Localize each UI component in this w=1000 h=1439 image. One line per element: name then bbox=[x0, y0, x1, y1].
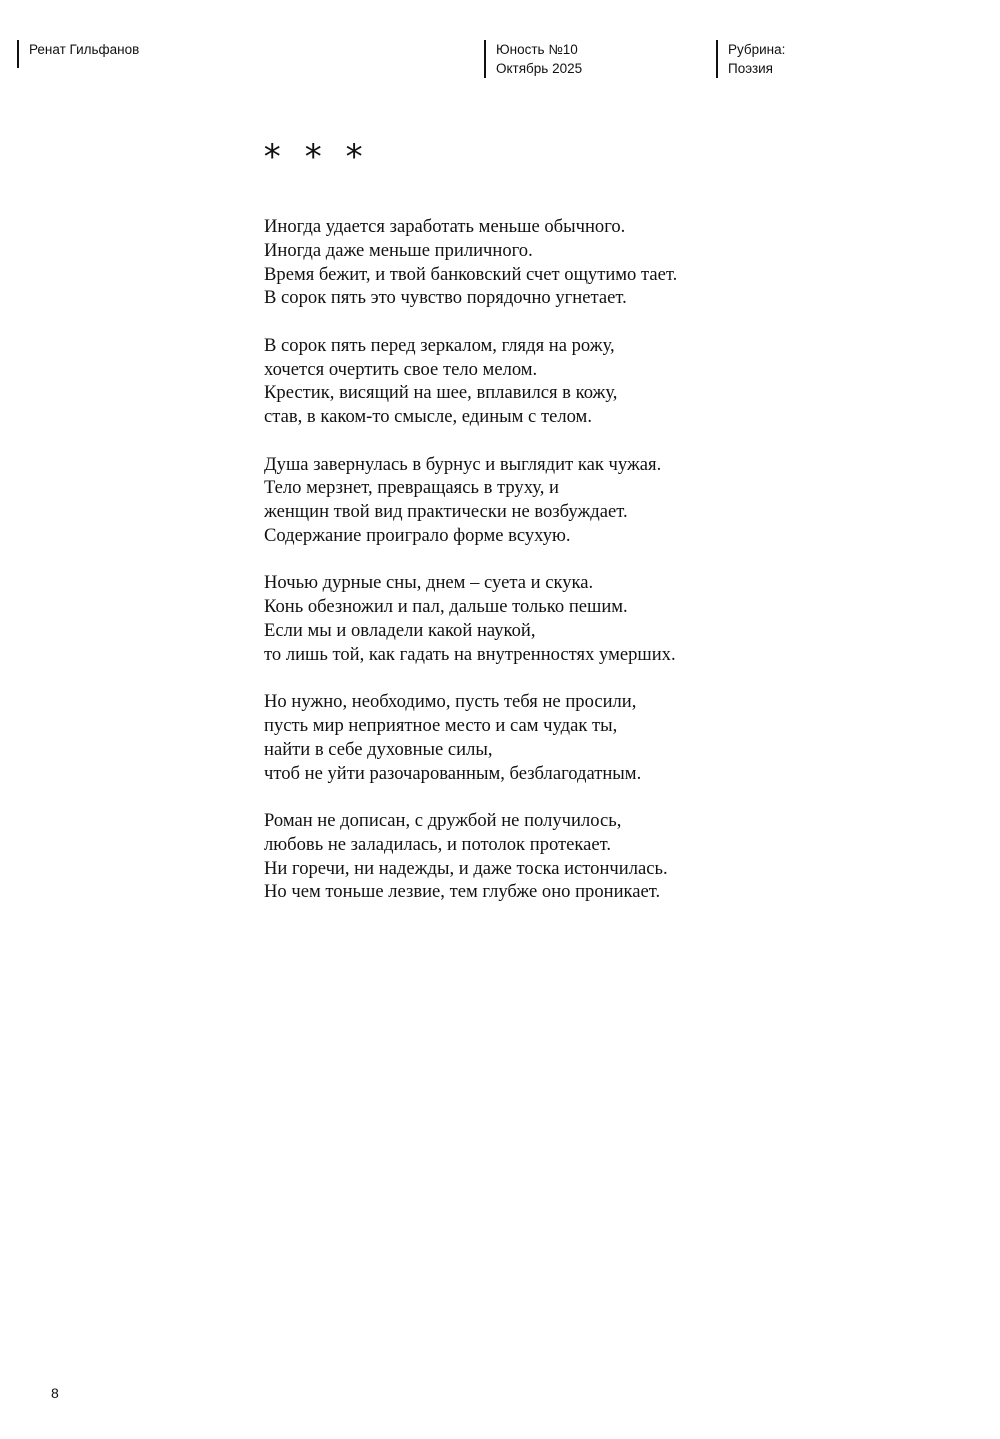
poem-line: Но нужно, необходимо, пусть тебя не просили, bbox=[264, 691, 637, 713]
poem-line: Тело мерзнет, превращаясь в труху, и bbox=[264, 477, 559, 499]
poem-line: Роман не дописан, с дружбой не получилось, bbox=[264, 809, 622, 831]
poem-line: чтоб не уйти разочарованным, безблагодатным. bbox=[264, 762, 642, 784]
poem-line: Время бежит, и твой банковский счет ощутимо тает. bbox=[264, 263, 678, 285]
poem-line: В сорок пять перед зеркалом, глядя на рожу, bbox=[264, 334, 615, 356]
issue-date: Октябрь 2025 bbox=[496, 61, 583, 76]
rubric-value: Поэзия bbox=[728, 61, 773, 76]
author-name: Ренат Гильфанов bbox=[29, 42, 140, 57]
poem-line: Душа завернулась в бурнус и выглядит как чужая. bbox=[264, 453, 662, 475]
poem-stanza bbox=[264, 215, 824, 310]
issue-number: Юность №10 bbox=[496, 42, 578, 57]
header-author bbox=[17, 40, 139, 68]
page-number: 8 bbox=[51, 1385, 59, 1401]
header-rubric bbox=[716, 40, 785, 78]
poem-stanza bbox=[264, 690, 824, 785]
poem-line: Если мы и овладели какой наукой, bbox=[264, 619, 536, 641]
poem-line: Конь обезножил и пал, дальше только пешим. bbox=[264, 596, 628, 618]
poem-body bbox=[264, 215, 824, 928]
poem-line: Крестик, висящий на шее, вплавился в кожу, bbox=[264, 382, 618, 404]
poem-stanza bbox=[264, 334, 824, 429]
poem-line: став, в каком-то смысле, единым с телом. bbox=[264, 406, 592, 428]
poem-line: Содержание проиграло форме всухую. bbox=[264, 524, 571, 546]
header-issue bbox=[484, 40, 582, 78]
poem-line: Ни горечи, ни надежды, и даже тоска истончилась. bbox=[264, 857, 668, 879]
poem-stanza bbox=[264, 809, 824, 904]
rubric-label: Рубрина: bbox=[728, 42, 786, 57]
poem-line: Ночью дурные сны, днем – суета и скука. bbox=[264, 572, 594, 594]
poem-line: найти в себе духовные силы, bbox=[264, 738, 493, 760]
poem-title: * * * bbox=[262, 137, 365, 177]
poem-line: то лишь той, как гадать на внутренностях умерших. bbox=[264, 643, 676, 665]
poem-stanza bbox=[264, 571, 824, 666]
poem-line: Иногда удается заработать меньше обычного. bbox=[264, 216, 626, 237]
poem-line: хочется очертить свое тело мелом. bbox=[264, 358, 538, 380]
poem-line: Иногда даже меньше приличного. bbox=[264, 239, 533, 261]
poem-line: любовь не заладилась, и потолок протекает. bbox=[264, 833, 612, 855]
poem-line: женщин твой вид практически не возбуждает. bbox=[264, 501, 628, 523]
poem-line: В сорок пять это чувство порядочно угнетает. bbox=[264, 287, 627, 309]
poem-stanza bbox=[264, 453, 824, 548]
poem-line: пусть мир неприятное место и сам чудак ты, bbox=[264, 714, 618, 736]
poem-line: Но чем тоньше лезвие, тем глубже оно проникает. bbox=[264, 881, 661, 903]
